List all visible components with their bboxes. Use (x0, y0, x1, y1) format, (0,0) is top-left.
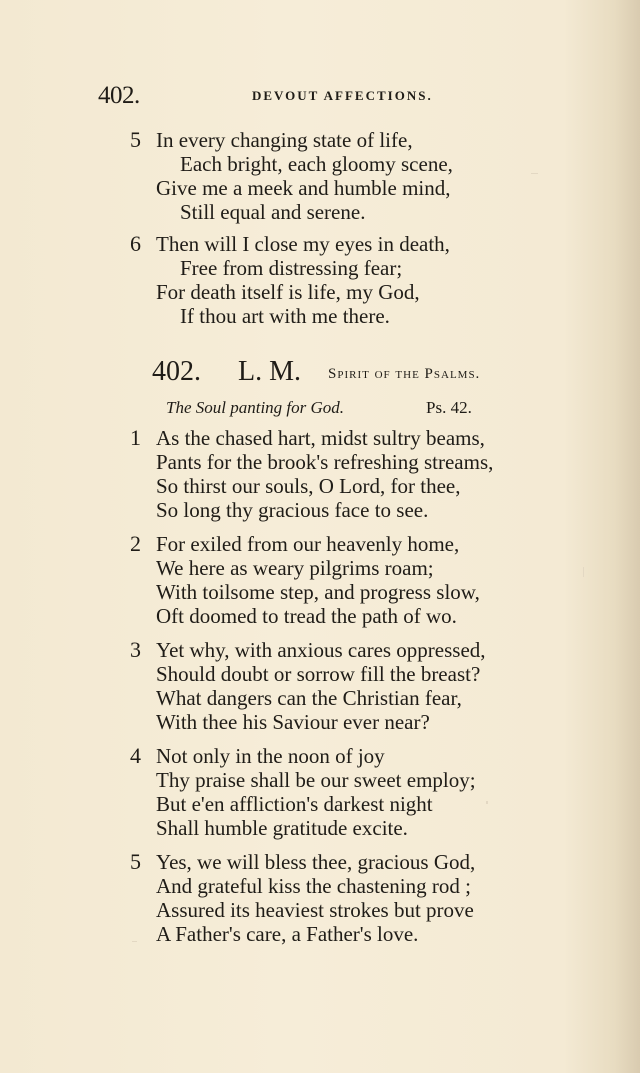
stanza-6-top (130, 232, 560, 328)
verse-number: 4 (130, 743, 141, 768)
hymn-line: Shall humble gratitude excite. (156, 816, 408, 840)
hymn-line: Pants for the brook's refreshing streams, (156, 450, 494, 474)
hymn-meter: L. M. (238, 356, 301, 387)
psalm-reference: Ps. 42. (426, 398, 472, 417)
hymn-line: For exiled from our heavenly home, (156, 532, 460, 556)
stanza-5-top (130, 128, 560, 224)
hymn-line: For death itself is life, my God, (156, 280, 420, 304)
hymn-stanza-4 (130, 744, 560, 840)
paper-speck (132, 941, 137, 942)
paper-speck (486, 801, 488, 804)
hymn-line: Yes, we will bless thee, gracious God, (156, 850, 476, 874)
verse-number: 6 (130, 231, 141, 256)
hymn-line: Should doubt or sorrow fill the breast? (156, 662, 481, 686)
hymn-line: Not only in the noon of joy (156, 744, 385, 768)
hymn-line: Free from distressing fear; (180, 256, 403, 280)
verse-number: 5 (130, 849, 141, 874)
hymn-number: 402. (152, 356, 201, 387)
hymn-line: Assured its heaviest strokes but prove (156, 898, 474, 922)
hymn-line: Give me a meek and humble mind, (156, 176, 451, 200)
hymn-line: With thee his Saviour ever near? (156, 710, 430, 734)
hymn-line: If thou art with me there. (180, 304, 390, 328)
verse-number: 2 (130, 531, 141, 556)
hymn-source: Spirit of the Psalms. (328, 366, 481, 382)
hymn-line: Each bright, each gloomy scene, (180, 152, 453, 176)
hymn-line: So long thy gracious face to see. (156, 498, 429, 522)
running-head: DEVOUT AFFECTIONS. (252, 88, 433, 103)
hymn-stanza-2 (130, 532, 560, 628)
page-number: 402. (98, 82, 140, 109)
hymn-line: We here as weary pilgrims roam; (156, 556, 434, 580)
hymn-line: Thy praise shall be our sweet employ; (156, 768, 476, 792)
hymn-line: A Father's care, a Father's love. (156, 922, 419, 946)
verse-number: 1 (130, 425, 141, 450)
hymn-stanza-1 (130, 426, 560, 522)
hymn-line: Yet why, with anxious cares oppressed, (156, 638, 486, 662)
hymn-title: The Soul panting for God. (166, 398, 345, 417)
hymn-heading (152, 357, 552, 389)
hymn-line: So thirst our souls, O Lord, for thee, (156, 474, 461, 498)
paper-speck (583, 567, 584, 577)
hymn-line: Then will I close my eyes in death, (156, 232, 450, 256)
hymn-line: As the chased hart, midst sultry beams, (156, 426, 485, 450)
hymn-line: And grateful kiss the chastening rod ; (156, 874, 471, 898)
hymn-line: In every changing state of life, (156, 128, 413, 152)
hymn-stanza-5 (130, 850, 560, 946)
paper-speck (531, 173, 538, 174)
verse-number: 3 (130, 637, 141, 662)
hymn-line: But e'en affliction's darkest night (156, 792, 433, 816)
verse-number: 5 (130, 127, 141, 152)
hymn-line: Still equal and serene. (180, 200, 366, 224)
hymn-subtitle (166, 396, 536, 420)
hymn-line: What dangers can the Christian fear, (156, 686, 462, 710)
hymn-line: With toilsome step, and progress slow, (156, 580, 480, 604)
page-header (0, 82, 640, 112)
hymn-line: Oft doomed to tread the path of wo. (156, 604, 457, 628)
hymn-stanza-3 (130, 638, 560, 734)
